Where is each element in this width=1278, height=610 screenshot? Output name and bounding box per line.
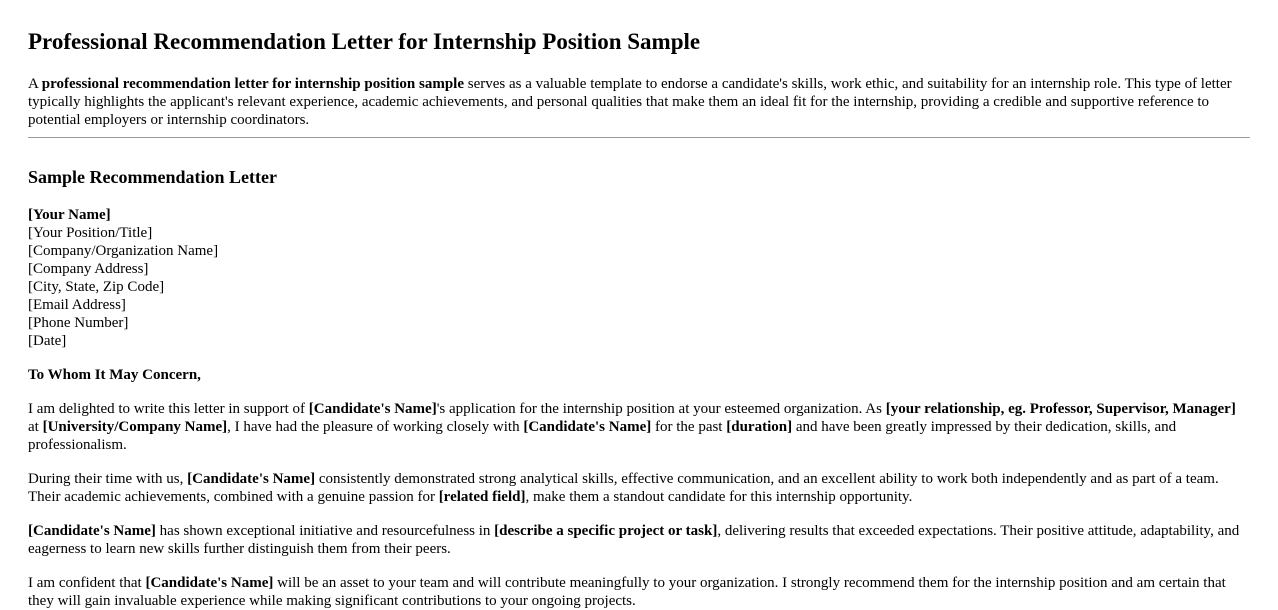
section-heading: Sample Recommendation Letter bbox=[28, 167, 277, 187]
p1-text-4: , I have had the pleasure of working closely with bbox=[227, 419, 524, 435]
p1-text-5: for the past bbox=[651, 419, 727, 435]
sender-phone: [Phone Number] bbox=[28, 315, 129, 331]
salutation: To Whom It May Concern, bbox=[28, 367, 201, 383]
p3-text-1: has shown exceptional initiative and resourcefulness in bbox=[155, 523, 495, 539]
intro-rest: serves as a valuable template to endorse a candidate's skills, work ethic, and suitability for an internship role. This type of letter typically highlights the applicant's relevant experience, academic achievements, and personal qualities that make them an ideal fit for the internship, providing a credible and supportive reference to potential employers or internship coordinators. bbox=[28, 76, 1232, 128]
p1-text-2: 's application for the internship position at your esteemed organization. As bbox=[436, 401, 886, 417]
p1-bold-2: [your relationship, eg. Professor, Supervisor, Manager] bbox=[885, 401, 1236, 417]
body-paragraph-2 bbox=[28, 470, 1250, 506]
body-paragraph-3 bbox=[28, 522, 1250, 558]
p3-bold-2: [describe a specific project or task] bbox=[494, 523, 718, 539]
p2-bold-1: [Candidate's Name] bbox=[187, 471, 316, 487]
p1-text-3: at bbox=[28, 419, 43, 435]
p4-bold-1: [Candidate's Name] bbox=[145, 575, 274, 591]
p4-text-1: I am confident that bbox=[28, 575, 146, 591]
sender-position: [Your Position/Title] bbox=[28, 225, 153, 241]
p3-text-2: , delivering results that exceeded expectations. Their positive attitude, adaptability, and eagerness to learn new skills further distinguish them from their peers. bbox=[28, 523, 1240, 557]
body-paragraph-1 bbox=[28, 400, 1250, 454]
p2-bold-2: [related field] bbox=[438, 489, 526, 505]
p2-text-3: , make them a standout candidate for this internship opportunity. bbox=[525, 489, 913, 505]
sender-address-block bbox=[28, 206, 218, 350]
p3-bold-1: [Candidate's Name] bbox=[28, 523, 156, 539]
p1-text-6: and have been greatly impressed by their dedication, skills, and professionalism. bbox=[28, 419, 1177, 453]
sender-name: [Your Name] bbox=[28, 207, 111, 223]
p1-bold-5: [duration] bbox=[726, 419, 793, 435]
intro-prefix: A bbox=[28, 76, 42, 92]
p2-text-2: consistently demonstrated strong analytical skills, effective communication, and an excellent ability to work both independently and as part of a team. Their academic achievements, combined with a genuine passion for bbox=[28, 471, 1219, 505]
letter-date: [Date] bbox=[28, 333, 67, 349]
p1-bold-3: [University/Company Name] bbox=[42, 419, 228, 435]
intro-paragraph bbox=[28, 75, 1250, 129]
p1-bold-4: [Candidate's Name] bbox=[523, 419, 652, 435]
page-title: Professional Recommendation Letter for Internship Position Sample bbox=[28, 29, 701, 54]
intro-lead-bold: professional recommendation letter for internship position sample bbox=[41, 76, 464, 92]
sender-city: [City, State, Zip Code] bbox=[28, 279, 165, 295]
p1-bold-1: [Candidate's Name] bbox=[308, 401, 437, 417]
section-divider bbox=[28, 137, 1250, 138]
sender-address: [Company Address] bbox=[28, 261, 149, 277]
sender-email: [Email Address] bbox=[28, 297, 126, 313]
p2-text-1: During their time with us, bbox=[28, 471, 188, 487]
sender-company: [Company/Organization Name] bbox=[28, 243, 219, 259]
p1-text-1: I am delighted to write this letter in support of bbox=[28, 401, 309, 417]
body-paragraph-4 bbox=[28, 574, 1250, 610]
p4-text-2: will be an asset to your team and will contribute meaningfully to your organization. I strongly recommend them for the internship position and am certain that they will gain invaluable experience while making significant contributions to your ongoing projects. bbox=[28, 575, 1226, 609]
